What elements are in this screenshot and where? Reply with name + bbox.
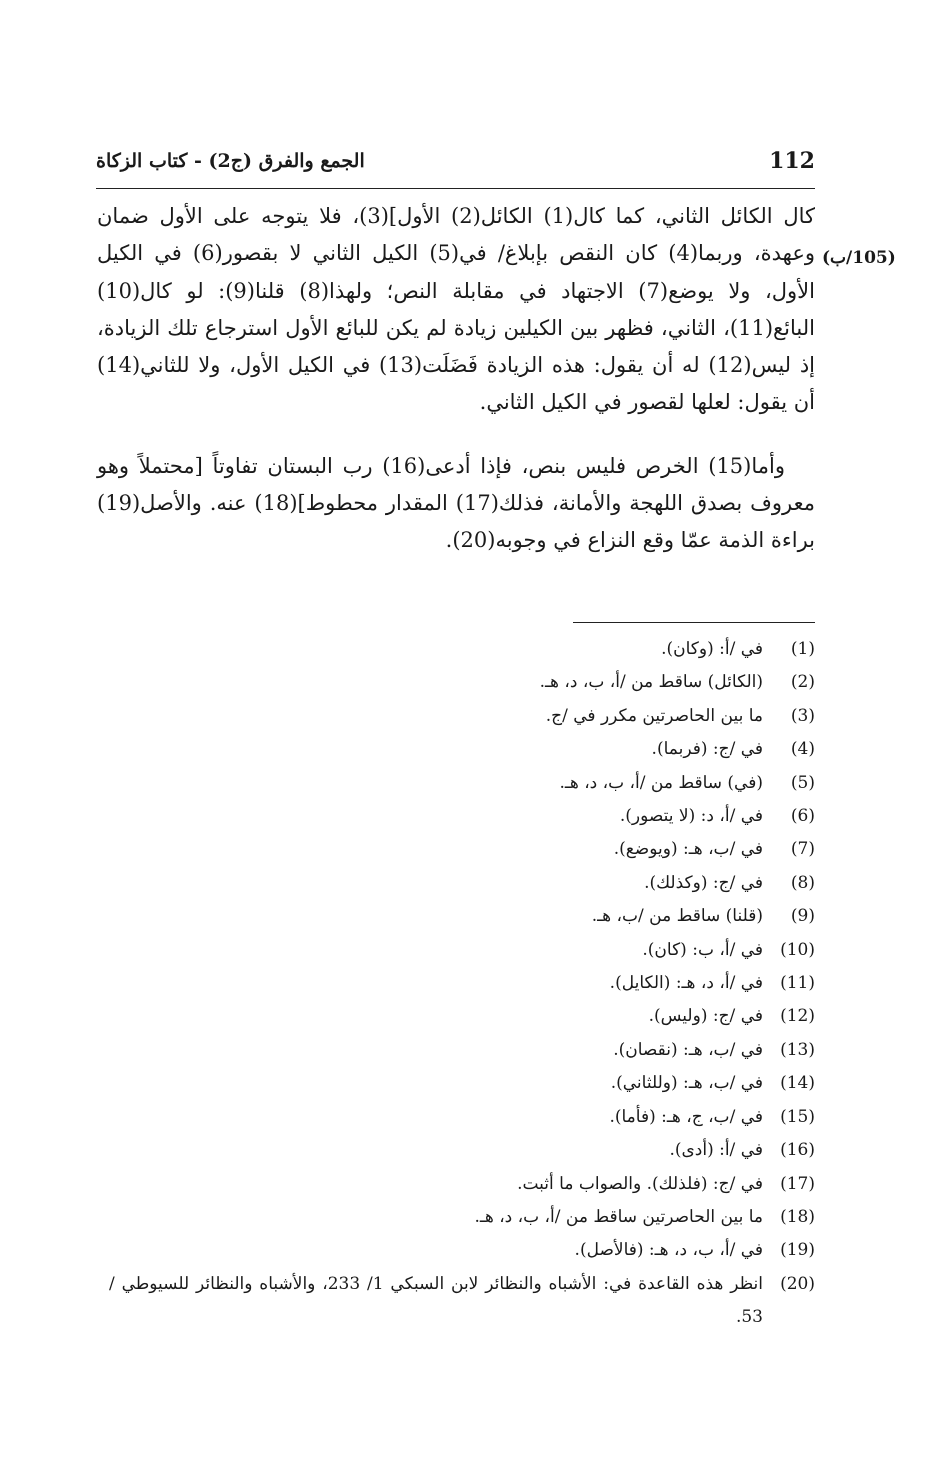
footnote-number: (16)	[780, 1140, 815, 1161]
footnote-number: (12)	[780, 1006, 815, 1027]
footnote-item	[109, 934, 815, 967]
footnote-number: (6)	[790, 806, 815, 827]
footnote-number: (9)	[790, 906, 815, 927]
footnote-item	[109, 1034, 815, 1067]
footnote-number: (20)	[780, 1273, 815, 1294]
running-title: الجمع والفرق (ج2) - كتاب الزكاة	[96, 150, 365, 172]
footnote-item	[109, 767, 815, 800]
footnote-item	[109, 700, 815, 733]
footnote-item	[109, 1268, 815, 1335]
footnote-number: (13)	[780, 1039, 815, 1060]
footnote-text: ما بين الحاصرتين ساقط من /أ، ب، د، هـ.	[474, 1206, 763, 1227]
footnote-item	[109, 867, 815, 900]
footnote-text: في /ب، هـ: (وللثاني).	[610, 1073, 763, 1094]
footnote-number: (11)	[780, 973, 815, 994]
footnote-item	[109, 1101, 815, 1134]
footnote-number: (4)	[790, 739, 815, 760]
footnote-text: في /أ، ب: (كان).	[642, 939, 763, 960]
footnote-text: (قلنا) ساقط من /ب، هـ.	[591, 906, 763, 927]
footnote-item	[109, 833, 815, 866]
footnote-text: في /ب، هـ: (ويوضع).	[613, 839, 763, 860]
footnote-number: (14)	[780, 1073, 815, 1094]
footnote-text: في /ج: (وليس).	[648, 1006, 763, 1027]
footnote-text: في /أ: (أدى).	[669, 1140, 763, 1161]
footnote-item	[109, 666, 815, 699]
footnote-text: في /ج: (فلذلك). والصواب ما أثبت.	[517, 1173, 763, 1194]
footnote-text: في /أ، د، هـ: (الكايل).	[609, 973, 763, 994]
footnote-number: (1)	[790, 639, 815, 659]
footnote-text: في /أ، د: (لا يتصور).	[619, 806, 763, 827]
footnote-divider	[573, 622, 815, 623]
footnote-text: (الكائل) ساقط من /أ، ب، د، هـ.	[539, 672, 763, 693]
footnote-text: في /ج: (وكذلك).	[644, 872, 763, 893]
footnote-item	[109, 800, 815, 833]
footnote-number: (10)	[780, 939, 815, 960]
footnote-number: (17)	[780, 1173, 815, 1194]
footnote-text: في /ب، هـ: (نقصان).	[613, 1039, 763, 1060]
footnote-number: (15)	[780, 1106, 815, 1127]
header-divider	[96, 188, 815, 189]
footnote-number: (19)	[780, 1240, 815, 1261]
footnote-text: ما بين الحاصرتين مكرر في /ج.	[545, 705, 763, 726]
footnote-text: (في) ساقط من /أ، ب، د، هـ.	[559, 772, 763, 793]
footnote-number: (8)	[790, 872, 815, 893]
footnote-text: في /أ، ب، د، هـ: (فالأصل).	[574, 1240, 763, 1261]
main-text	[97, 198, 815, 560]
page-header	[96, 148, 815, 184]
footnote-text: في /ج: (فربما).	[651, 739, 763, 760]
footnote-text: انظر هذه القاعدة في: الأشباه والنظائر لابن السبكي 1/ 233، والأشباه والنظائر للسيوطي / 53.	[109, 1273, 764, 1328]
page-number: 112	[769, 148, 815, 174]
footnote-number: (5)	[790, 772, 815, 793]
footnote-number: (3)	[790, 705, 815, 726]
footnote-number: (2)	[790, 672, 815, 693]
footnotes-list	[109, 633, 815, 1335]
footnote-item	[109, 1168, 815, 1201]
footnote-item	[109, 1000, 815, 1033]
paragraph: كال الكائل الثاني، كما كال(1) الكائل(2) الأول](3)، فلا يتوجه على الأول ضمان وعهدة، وربما(4) كان النقص بإبلاغ/ في(5) الكيل الثاني لا بقصور(6) في الكيل الأول، ولا يوضع(7) الاجتهاد في مقابلة النص؛ ولهذا(8) قلنا(9): لو كال(10) البائع(11)، الثاني، فظهر بين الكيلين زيادة لم يكن للبائع الأول استرجاع تلك الزيادة، إذ ليس(12) له أن يقول: هذه الزيادة فَضَلَت(13) في الكيل الأول، ولا للثاني(14) أن يقول: لعلها لقصور في الكيل الثاني.	[97, 204, 816, 415]
footnote-item	[109, 1234, 815, 1267]
footnote-item	[109, 1067, 815, 1100]
footnote-number: (7)	[790, 839, 815, 860]
footnote-item	[109, 633, 815, 666]
footnote-text: في /ب، ج، هـ: (فأما).	[609, 1106, 763, 1127]
margin-folio-reference: (105/ب)	[822, 248, 896, 268]
footnote-item	[109, 900, 815, 933]
footnote-item	[109, 967, 815, 1000]
footnote-item	[109, 733, 815, 766]
footnote-text: في /أ: (وكان).	[661, 639, 763, 659]
footnote-item	[109, 1134, 815, 1167]
footnote-item	[109, 1201, 815, 1234]
paragraph: وأما(15) الخرص فليس بنص، فإذا أدعى(16) رب البستان تفاوتاً [محتملاً وهو معروف بصدق اللهجة والأمانة، فذلك(17) المقدار محطوط](18) عنه. والأصل(19) براءة الذمة عمّا وقع النزاع في وجوبه(20).	[97, 453, 815, 553]
footnote-number: (18)	[780, 1206, 815, 1227]
